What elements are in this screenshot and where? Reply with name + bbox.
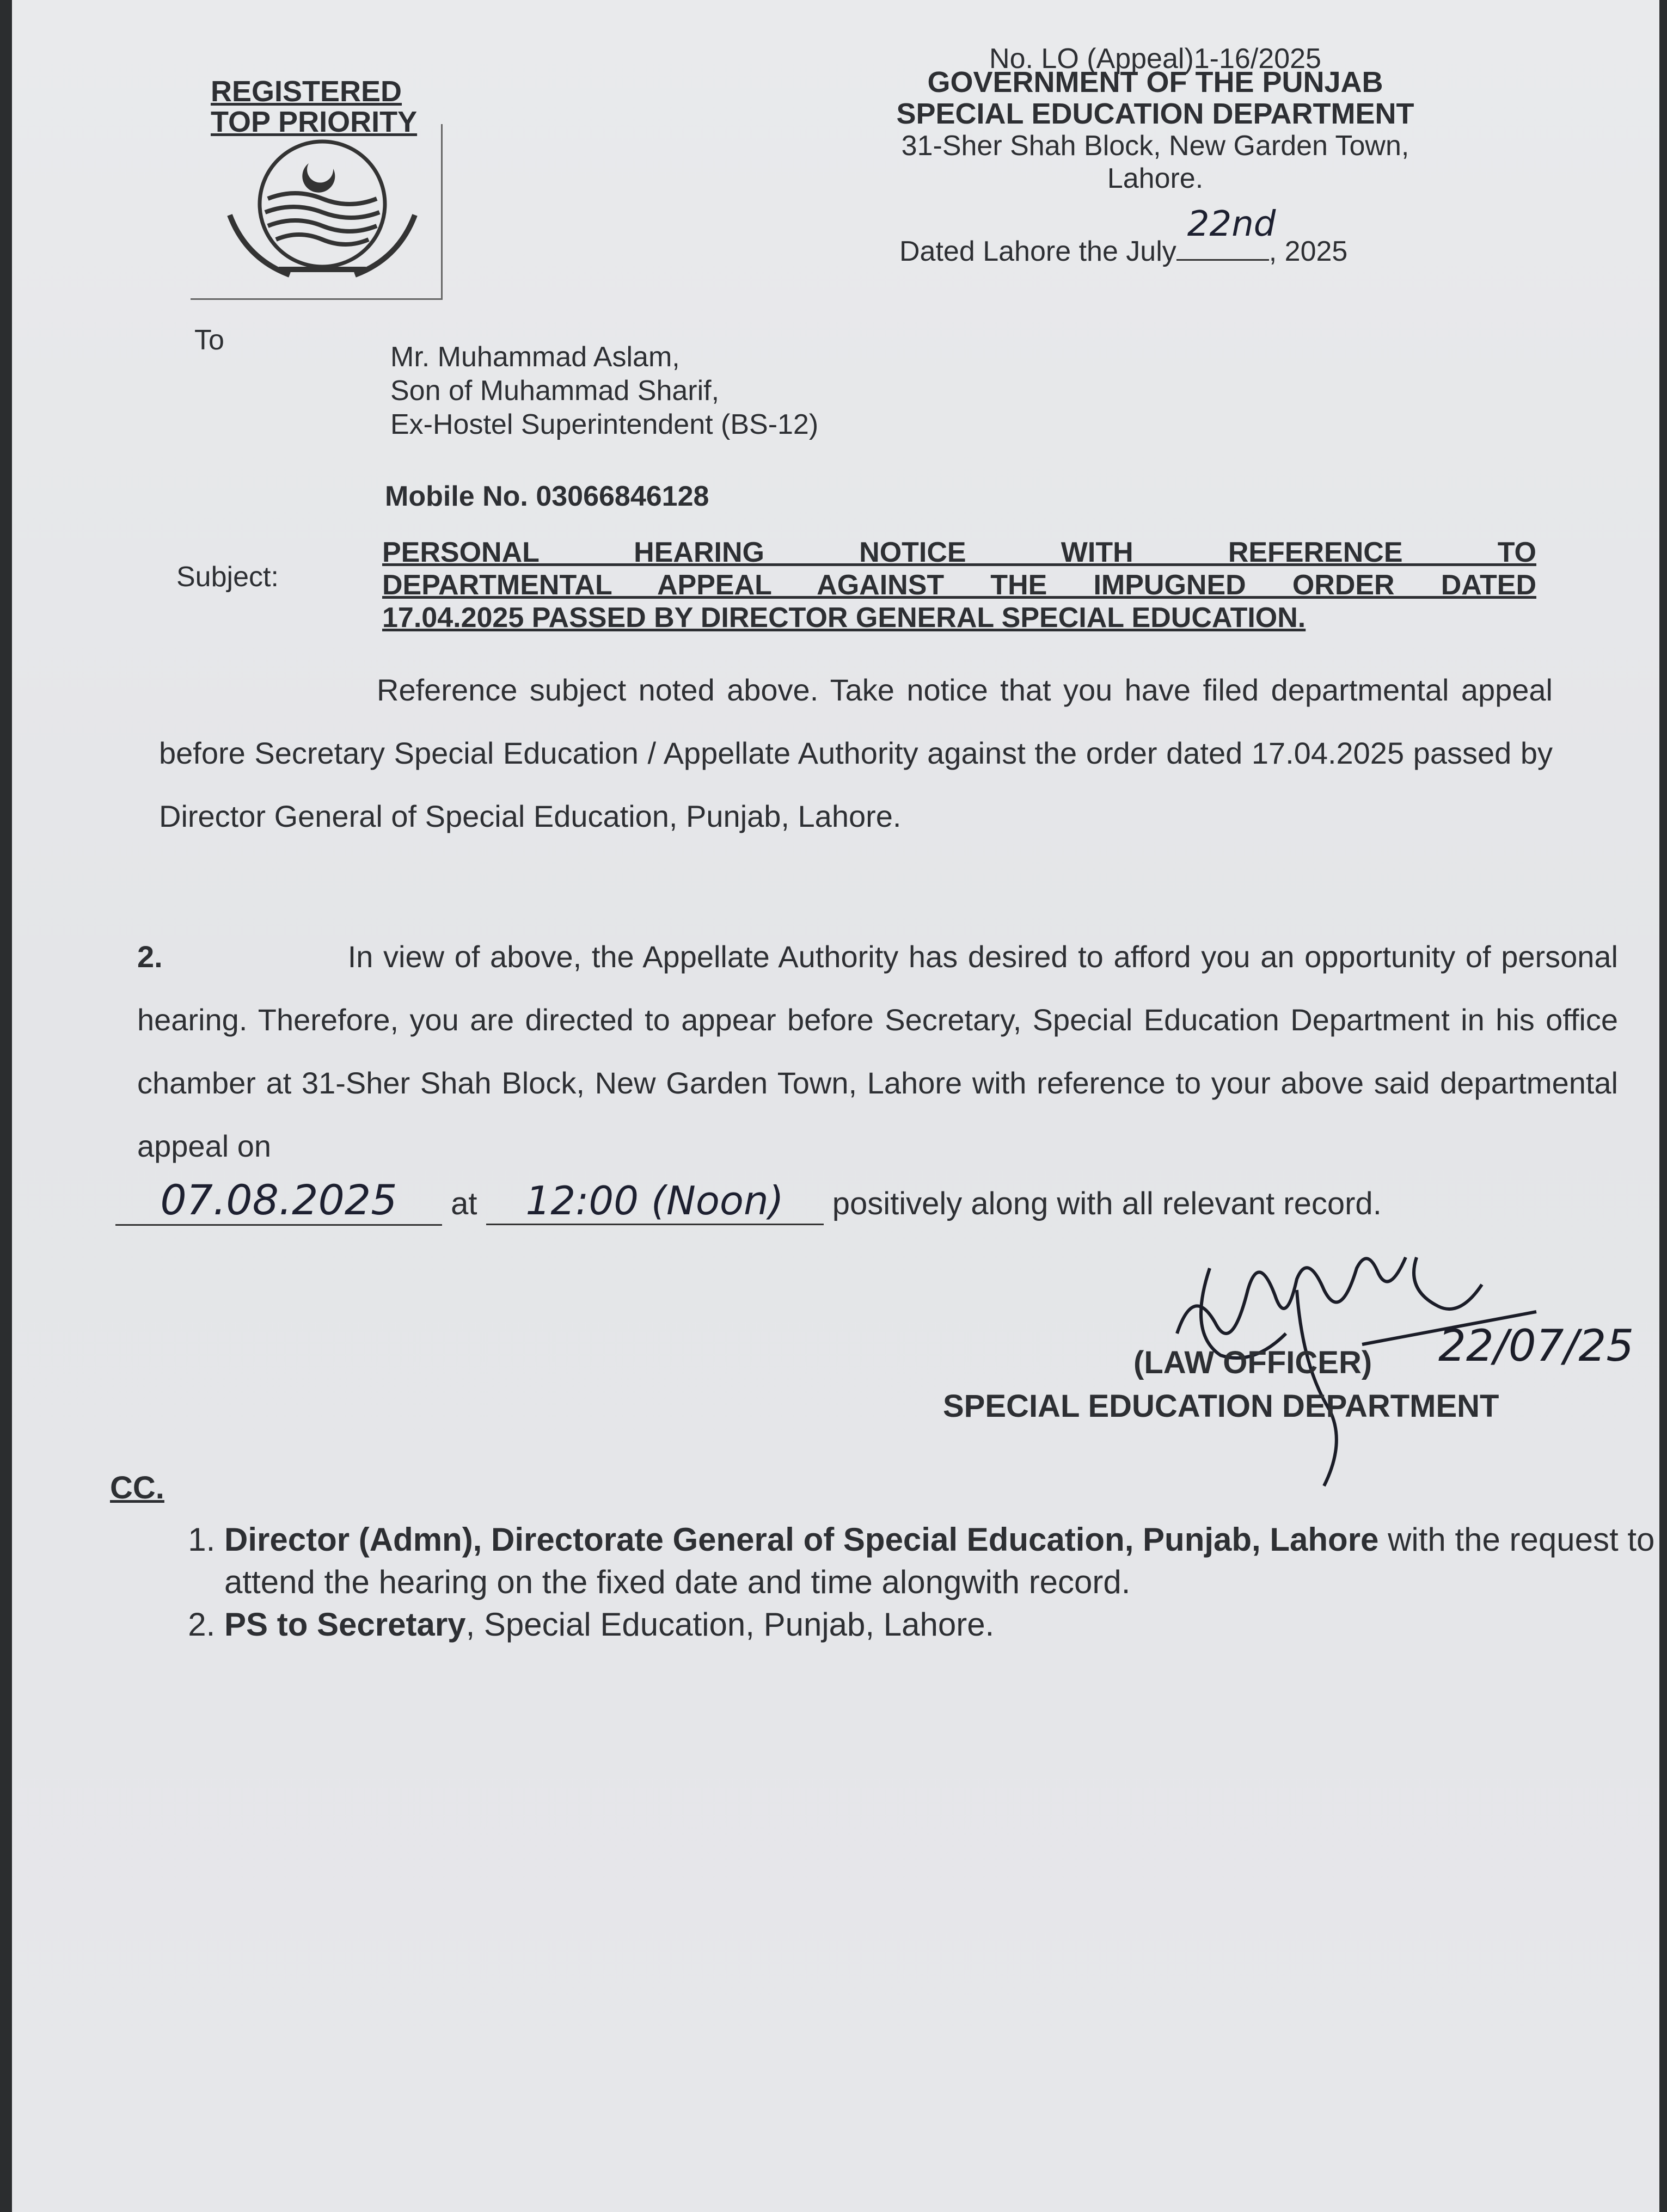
recipient-father: Son of Muhammad Sharif,	[390, 375, 720, 407]
handwritten-hearing-time: 12:00 (Noon)	[486, 1178, 824, 1225]
paragraph-1	[159, 659, 1553, 848]
cc-item-1-rest: with the request to attend the hearing on the fixed date and time alongwith record.	[224, 1521, 1655, 1600]
date-line	[899, 204, 1348, 268]
department-city: Lahore.	[1107, 163, 1204, 194]
cc-item-2-bold: PS to Secretary	[224, 1606, 466, 1643]
signature-date: 22/07/25	[1438, 1320, 1634, 1371]
reference-number: No. LO (Appeal)1-16/2025	[989, 43, 1321, 75]
cc-item-2-rest: , Special Education, Punjab, Lahore.	[465, 1606, 995, 1643]
recipient-designation: Ex-Hostel Superintendent (BS-12)	[390, 409, 819, 440]
subject-line-3: 17.04.2025 PASSED BY DIRECTOR GENERAL SPECIAL EDUCATION.	[382, 602, 1306, 634]
recipient-mobile: Mobile No. 03066846128	[385, 481, 709, 512]
paragraph-2-text: In view of above, the Appellate Authority has desired to afford you an opportunity of personal hearing. Therefore, you are directed to appear before Secretary, Special Education Department in his office chamber at 31-Sher Shah Block, New Garden Town, Lahore with reference to your above said departmental appeal on	[137, 939, 1618, 1163]
cc-item-1-bold: Director (Admn), Directorate General of Special Education, Punjab, Lahore	[224, 1521, 1379, 1558]
subject-line-2: DEPARTMENTAL APPEAL AGAINST THE IMPUGNED ORDER DATED	[382, 569, 1536, 601]
recipient-address	[390, 340, 818, 441]
cc-list	[164, 1519, 1667, 1646]
cc-label: CC.	[110, 1470, 164, 1506]
paragraph-1-text: Reference subject noted above. Take notice that you have filed departmental appeal before Secretary Special Education / Appellate Authority against the order dated 17.04.2025 passed by Director General of Special Education, Punjab, Lahore.	[159, 673, 1553, 833]
to-label: To	[194, 324, 224, 356]
hearing-schedule-line	[115, 1176, 1382, 1226]
subject-line-1: PERSONAL HEARING NOTICE WITH REFERENCE TO	[382, 537, 1536, 568]
letter-page	[12, 0, 1659, 2212]
punjab-emblem-icon	[208, 133, 437, 291]
signatory-department: SPECIAL EDUCATION DEPARTMENT	[943, 1388, 1499, 1424]
government-title: GOVERNMENT OF THE PUNJAB	[927, 66, 1383, 99]
registered-text: REGISTERED	[211, 75, 402, 108]
top-priority-text: TOP PRIORITY	[211, 106, 418, 138]
handwritten-day: 22nd	[1187, 204, 1276, 244]
cc-item	[224, 1519, 1667, 1603]
date-year: , 2025	[1268, 236, 1348, 267]
paragraph-2-number: 2.	[137, 939, 163, 974]
law-officer-title: (LAW OFFICER)	[1133, 1345, 1372, 1380]
department-title: SPECIAL EDUCATION DEPARTMENT	[896, 97, 1414, 130]
handwritten-hearing-date: 07.08.2025	[115, 1176, 442, 1226]
paragraph-2	[137, 925, 1618, 1178]
cc-item	[224, 1603, 1667, 1646]
date-blank	[1176, 204, 1276, 261]
department-address: 31-Sher Shah Block, New Garden Town,	[901, 130, 1409, 162]
recipient-name: Mr. Muhammad Aslam,	[390, 341, 680, 373]
date-prefix: Dated Lahore the July	[899, 236, 1176, 267]
subject-text	[382, 536, 1536, 634]
subject-label: Subject:	[176, 561, 279, 593]
closing-text: positively along with all relevant record.	[832, 1186, 1382, 1221]
at-text: at	[451, 1186, 477, 1221]
